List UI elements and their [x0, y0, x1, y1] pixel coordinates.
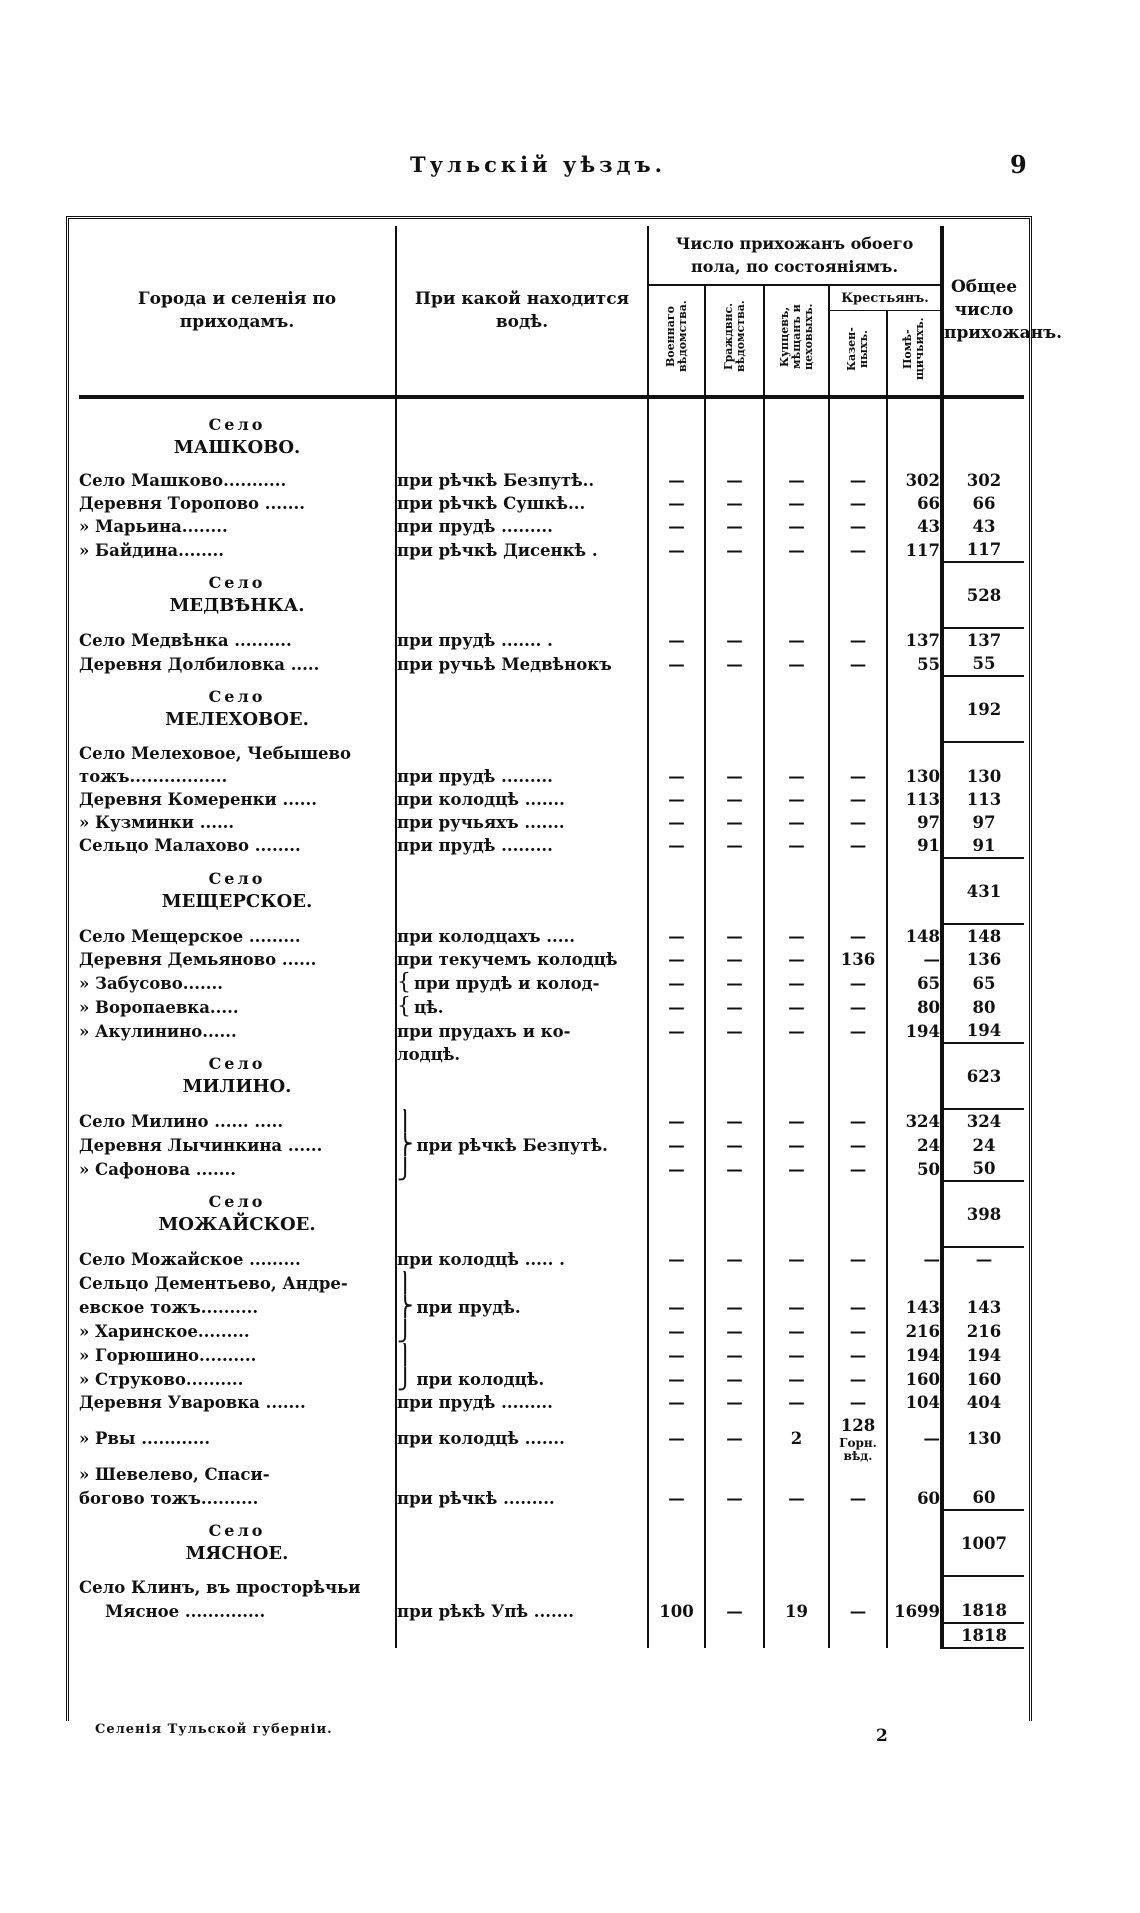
section-heading: Село МЕЩЕРСКОЕ. — [79, 858, 396, 924]
header-merchants: Купцевъ, мѣщанъ и цеховыхъ. — [764, 285, 829, 397]
table-row: тожъ................. при прудѣ ......... — — — — 130 130 — [79, 767, 1002, 786]
table-row: Деревня Лычинкина ...... ⎬ при рѣчкѣ Безпутѣ. — — — — 24 24 — [79, 1133, 996, 1157]
table-row: Сельцо Дементьево, Андре- ⎫ — [79, 1271, 1024, 1295]
table-row: » Харинское......... ⎭ — — — — 216 216 — [79, 1319, 1002, 1343]
table-row: Село Медвѣнка .......... при прудѣ ....... . — — — — 137 137 — [79, 628, 1024, 652]
table-row: Деревня Комеренки ...... при колодцѣ ....... — — — — 113 113 — [79, 790, 1002, 809]
brace-icon: { — [397, 971, 411, 995]
section-heading: Село МЕДВѢНКА. — [79, 562, 396, 628]
table-row: Село Милино ...... ..... ⎫ — — — — 324 324 — [79, 1109, 1002, 1133]
section-heading: Село МИЛИНО. — [79, 1043, 396, 1109]
brace-icon: ⎭ — [397, 1319, 414, 1343]
table-row: Сельцо Малахово ........ при прудѣ ......... — — — — 91 91 — [79, 836, 996, 855]
table-row: » Байдина........ при рѣчкѣ Дисенкѣ . — — — — 117 117 — [79, 538, 1024, 562]
table-row: Деревня Демьяново ...... при текучемъ колодцѣ — — — 136 — 136 — [79, 950, 1002, 969]
table-row: Село Мещерское ......... при колодцахъ ..... — — — — 148 148 — [79, 924, 1024, 948]
section-myasnoe — [79, 1510, 1024, 1648]
table-row: Село Можайское ......... при колодцѣ ..... . — — — — — — — [79, 1247, 1024, 1271]
table-row: Деревня Торопово ....... при рѣчкѣ Сушкѣ... — — — — 66 66 — [79, 494, 996, 513]
brace-icon: { — [397, 995, 411, 1019]
table-row: » Забусово....... { при прудѣ и колод- — — — — 65 65 — [79, 971, 996, 995]
section-sum: 398 — [942, 1181, 1024, 1247]
section-mashkovo — [79, 405, 1024, 562]
table-row: » Сафонова ....... ⎭ — — — — 50 50 — [79, 1157, 996, 1181]
section-medvenka — [79, 562, 1024, 676]
table-row: Село Мелеховое, Чебышево — [79, 742, 1024, 765]
section-sum: 431 — [942, 858, 1024, 924]
section-meshcherskoe — [79, 858, 1024, 1043]
section-sum: 192 — [942, 676, 1024, 742]
table-row: Деревня Долбиловка ..... при ручьѣ Медвѣнокъ — — — — 55 55 — [79, 652, 1024, 676]
table-row: » Горюшино.......... ⎫ — — — — 194 194 — [79, 1343, 1002, 1367]
brace-icon: ⎫ — [397, 1271, 414, 1295]
section-mozhaiskoe — [79, 1181, 1024, 1510]
mining-dept-note: Горн. вѣд. — [839, 1436, 877, 1463]
header-landowner-peasants: Помѣ-щичьихъ. — [887, 311, 942, 398]
header-water: При какой находится водѣ. — [396, 226, 648, 397]
brace-icon: ⎭ — [397, 1157, 414, 1181]
table-row: » Воропаевка..... { цѣ. — — — — 80 80 — [79, 995, 996, 1019]
table-row: » Шевелево, Спаси- — [79, 1463, 1024, 1486]
section-sum: 1818 — [942, 1623, 1024, 1648]
header-state-peasants: Казен-ныхъ. — [829, 311, 887, 398]
table-row: » Кузминки ...... при ручьяхъ ....... — — — — 97 97 — [79, 813, 996, 832]
brace-icon: ⎬ — [397, 1133, 414, 1157]
table-row: Село Машково........... при рѣчкѣ Безпутѣ.. — — — — 302 302 — [79, 471, 1002, 490]
brace-icon: ⎫ — [397, 1109, 414, 1133]
section-heading: Село МОЖАЙСКОЕ. — [79, 1181, 396, 1247]
page-number: 9 — [1010, 150, 1027, 179]
table-row: Село Клинъ, въ просторѣчьи — [79, 1576, 1024, 1599]
table-row: » Струково.......... ⎭ при колодцѣ. — — — — 160 160 — [79, 1367, 1002, 1391]
table-row: » Марьина........ при прудѣ ......... — — — — 43 43 — [79, 517, 996, 536]
section-heading: Село МАШКОВО. — [79, 405, 396, 469]
section-melekhovoe — [79, 676, 1024, 858]
brace-icon: ⎬ — [397, 1295, 414, 1319]
header-military: Военнаго вѣдомства. — [648, 285, 705, 397]
brace-icon: ⎭ — [397, 1367, 414, 1391]
header-village: Города и селенія по приходамъ. — [79, 226, 396, 397]
section-heading: Село МЕЛЕХОВОЕ. — [79, 676, 396, 742]
footer-caption: Селенія Тульской губерніи. — [95, 1722, 333, 1737]
table-row: Деревня Уваровка ....... при прудѣ ......... — — — — 104 404 — [79, 1393, 1002, 1412]
table-row: Мясное .............. при рѣкѣ Упѣ ....... 100 — 19 — 1699 1818 — [79, 1599, 1024, 1623]
section-sum: 623 — [942, 1043, 1024, 1109]
header-civil: Граждвнс. вѣдомства. — [705, 285, 764, 397]
header-total: Общее число прихожанъ. — [944, 277, 1063, 343]
table-row: » Рвы ............ при колодцѣ ....... — — 2 128 Горн. вѣд. — 130 — [79, 1416, 1002, 1463]
header-group: Число прихожанъ обоего пола, по состояніямъ. — [648, 226, 942, 285]
table-row: евское тожъ.......... ⎬ при прудѣ. — — — — 143 143 — [79, 1295, 1002, 1319]
table-row: » Акулинино...... при прудахъ и ко- — — — — 194 194 — [79, 1019, 1024, 1043]
section-milino: Село МИЛИНО. лодцѣ. 623 Село Милино ...... ..... ⎫ — — — — 324 324 Деревня Лычинкина ...... ⎬ при рѣчкѣ Безпутѣ. — — — — 24 24 » Сафонова ....... ⎭ — — — — 50 50 — [79, 1043, 1024, 1181]
section-heading: Село МЯСНОЕ. — [79, 1510, 396, 1576]
table-row: богово тожъ.......... при рѣчкѣ ......... — — — — 60 60 — [79, 1486, 1024, 1510]
header-peasants: Крестьянъ. — [829, 285, 942, 311]
signature-mark: 2 — [876, 1726, 888, 1746]
parish-table — [79, 226, 1063, 1649]
running-title: Тульскій уѣздъ. — [410, 152, 666, 177]
brace-icon: ⎫ — [397, 1343, 414, 1367]
section-sum: 1007 — [942, 1510, 1024, 1576]
section-sum: 528 — [942, 562, 1024, 628]
